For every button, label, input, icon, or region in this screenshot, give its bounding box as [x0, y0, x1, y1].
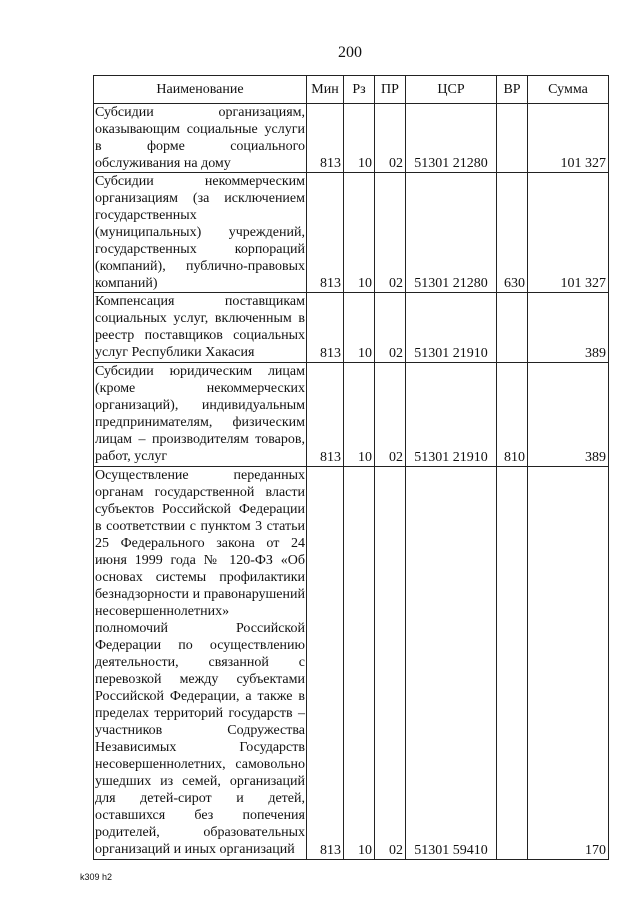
row-pr: 02	[375, 363, 406, 467]
row-sum: 389	[528, 363, 609, 467]
row-name: Субсидии некоммерческим организациям (за исключением государственных (муниципальных) учреждений, государственных корпораций (компаний), публично-правовых компаний)	[95, 174, 305, 291]
row-min: 813	[307, 173, 344, 293]
header-min: Мин	[307, 76, 344, 104]
row-pr: 02	[375, 467, 406, 860]
header-pr: ПР	[375, 76, 406, 104]
row-sum: 101 327	[528, 173, 609, 293]
table-row	[94, 293, 609, 363]
footer-code: k309 h2	[80, 872, 113, 882]
row-min: 813	[307, 467, 344, 860]
row-rz: 10	[344, 173, 375, 293]
row-csr: 51301 59410	[406, 467, 497, 860]
row-csr: 51301 21280	[406, 173, 497, 293]
header-name: Наименование	[94, 76, 307, 104]
header-vr: ВР	[497, 76, 528, 104]
row-vr	[497, 104, 528, 173]
row-min: 813	[307, 104, 344, 173]
row-name: Субсидии организациям, оказывающим социальные услуги в форме социального обслуживания на дому	[95, 105, 305, 171]
row-vr	[497, 467, 528, 860]
table-row	[94, 173, 609, 293]
table-header-row	[94, 76, 609, 104]
row-vr	[497, 293, 528, 363]
row-name: Компенсация поставщикам социальных услуг, включенным в реестр поставщиков социальных услуг Республики Хакасия	[94, 293, 307, 363]
row-min: 813	[307, 293, 344, 363]
row-name: Осуществление переданных органам государственной власти субъектов Российской Федерации в соответствии с пунктом 3 статьи 25 Федерального закона от 24 июня 1999 года № 120-ФЗ «Об основах системы профилактики безнадзорности и правонарушений несовершеннолетних» полномочий Российской Федерации по осуществлению деятельности, связанной с перевозкой между субъектами Российской Федерации, а также в пределах территорий государств – участников Содружества Независимых Государств несовершеннолетних, самовольно ушедших из семей, организаций для детей-сирот и детей, оставшихся без попечения родителей, образовательных организаций и иных организаций	[94, 467, 307, 860]
budget-table	[93, 75, 609, 860]
table-row	[94, 467, 609, 860]
row-rz: 10	[344, 293, 375, 363]
row-rz: 10	[344, 104, 375, 173]
row-sum: 170	[528, 467, 609, 860]
row-min: 813	[307, 363, 344, 467]
header-rz: Рз	[344, 76, 375, 104]
row-rz: 10	[344, 467, 375, 860]
table-row	[94, 363, 609, 467]
row-pr: 02	[375, 104, 406, 173]
row-sum: 389	[528, 293, 609, 363]
row-csr: 51301 21910	[406, 363, 497, 467]
row-pr: 02	[375, 173, 406, 293]
header-csr: ЦСР	[406, 76, 497, 104]
row-vr: 810	[497, 363, 528, 467]
row-csr: 51301 21280	[406, 104, 497, 173]
row-csr: 51301 21910	[406, 293, 497, 363]
page-number: 200	[338, 44, 362, 61]
row-vr: 630	[497, 173, 528, 293]
row-sum: 101 327	[528, 104, 609, 173]
table-row	[94, 104, 609, 173]
header-sum: Сумма	[528, 76, 609, 104]
row-rz: 10	[344, 363, 375, 467]
row-name: Субсидии юридическим лицам (кроме некоммерческих организаций), индивидуальным предпринимателям, физическим лицам – производителям товаров, работ, услуг	[94, 363, 307, 467]
row-pr: 02	[375, 293, 406, 363]
